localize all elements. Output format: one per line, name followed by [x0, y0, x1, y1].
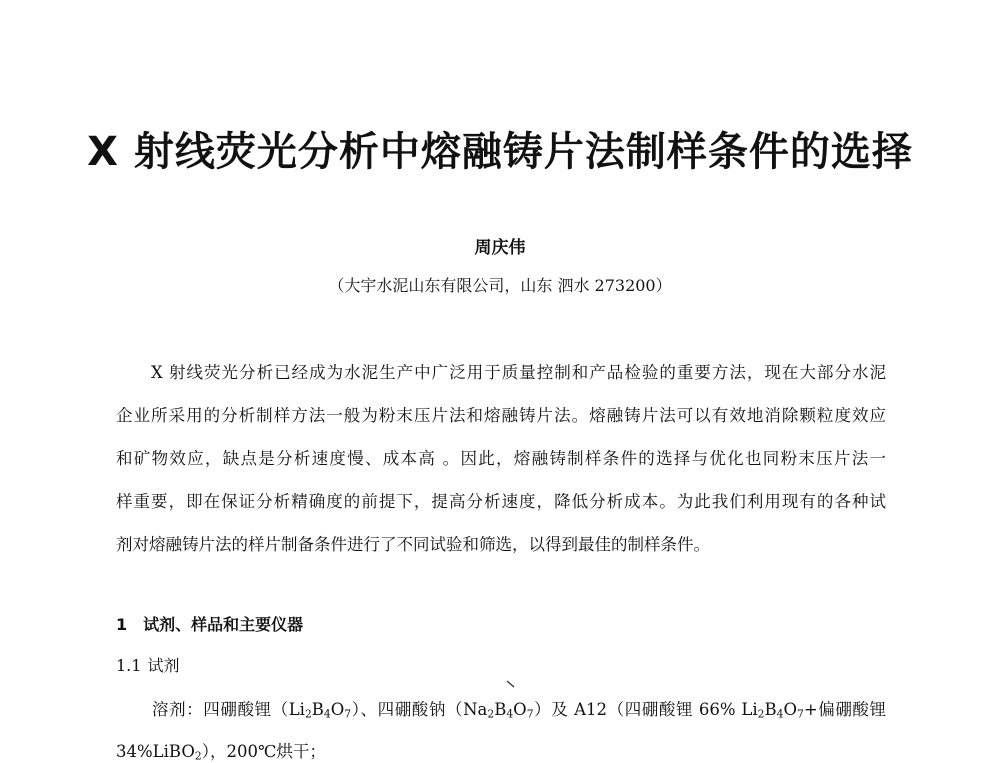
text-run: O [513, 700, 527, 719]
subscript: 4 [506, 707, 514, 721]
text-run: ）及 A12（四硼酸锂 66% Li [533, 700, 758, 719]
text-run: +偏硼酸锂 [803, 700, 886, 719]
text-run: B [494, 700, 507, 719]
subscript: 7 [796, 707, 804, 721]
subscript: 7 [526, 707, 534, 721]
author-affiliation: （大宇水泥山东有限公司，山东 泗水 273200） [328, 276, 672, 295]
abstract-line: 企业所采用的分析制样方法一般为粉末压片法和熔融铸片法。熔融铸片法可以有效地消除颗粒度效应 [116, 406, 886, 425]
text-run: 溶剂：四硼酸锂（Li [152, 700, 305, 719]
subscript: 7 [344, 707, 352, 721]
section-number: 1 [116, 615, 128, 634]
subscript: 2 [487, 707, 495, 721]
subsection-heading [116, 653, 179, 676]
paper-title: X 射线荧光分析中熔融铸片法制样条件的选择 [87, 129, 913, 175]
subscript: 4 [323, 707, 331, 721]
subscript: 2 [194, 749, 202, 763]
subsection-number: 1.1 [116, 656, 142, 675]
abstract-paragraph [116, 351, 886, 566]
section-title: 试剂、样品和主要仪器 [143, 615, 304, 634]
subscript: 4 [776, 707, 784, 721]
text-run: B [764, 700, 777, 719]
subsection-title: 试剂 [147, 656, 180, 675]
text-run: O [783, 700, 797, 719]
author-name: 周庆伟 [474, 238, 526, 258]
abstract-line: 样重要，即在保证分析精确度的前提下，提高分析速度，降低分析成本。为此我们利用现有的各种试 [116, 492, 886, 511]
text-run: B [311, 700, 324, 719]
text-run: 34%LiBO [116, 742, 195, 761]
section-heading [116, 612, 303, 635]
text-run: O [330, 700, 345, 719]
solvent-text-line-2 [116, 738, 326, 762]
subscript: 2 [757, 707, 765, 721]
abstract-line: 和矿物效应，缺点是分析速度慢、成本高 。因此，熔融铸制样条件的选择与优化也同粉末压片法一 [116, 449, 886, 468]
text-run: ），200℃烘干； [201, 742, 326, 761]
scan-speck [506, 680, 516, 688]
abstract-line: 剂对熔融铸片法的样片制备条件进行了不同试验和筛选，以得到最佳的制样条件。 [116, 535, 710, 554]
solvent-text-line [152, 696, 886, 720]
subscript: 2 [304, 707, 312, 721]
abstract-line: X 射线荧光分析已经成为水泥生产中广泛用于质量控制和产品检验的重要方法，现在大部分水泥 [151, 363, 886, 382]
text-run: ）、四硼酸钠（Na [351, 700, 488, 719]
